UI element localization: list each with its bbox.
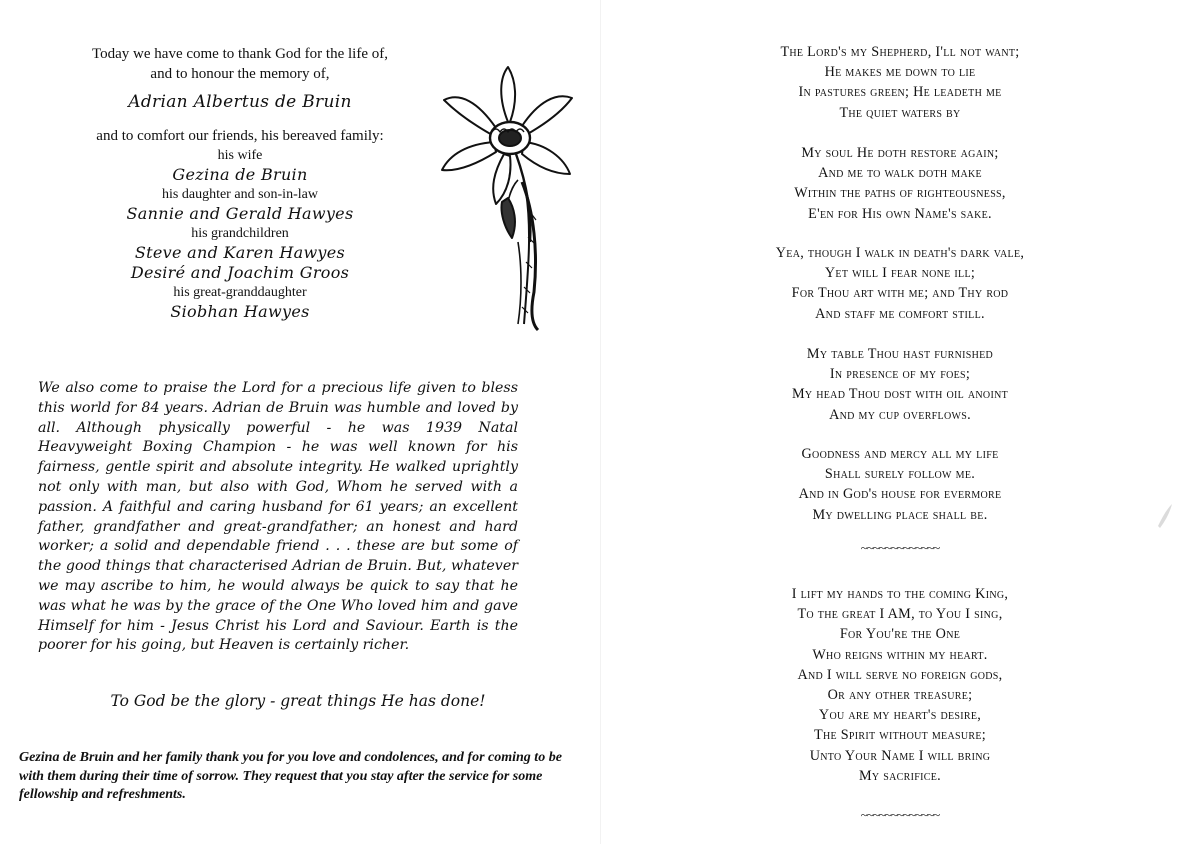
relation-wife: his wife xyxy=(217,148,263,163)
relation-great-granddaughter: his great-granddaughter xyxy=(173,285,307,300)
psalm-verse-1 xyxy=(600,42,1200,123)
hymn-line: To the great I AM, to You I sing, xyxy=(797,606,1003,623)
family-grandchildren-2: Desiré and Joachim Groos xyxy=(130,263,350,282)
thanks-note: Gezina de Bruin and her family thank you for you love and condolences, and for coming to be with them during their time of sorrow. They request that you stay after the service for some fellowship and refreshments. xyxy=(19,750,562,802)
hymn-verse xyxy=(600,584,1200,786)
right-page xyxy=(600,0,1200,844)
verse-line: E'en for His own Name's sake. xyxy=(808,205,992,222)
separator-1: ~~~~~~~~~~~~~ xyxy=(860,540,940,555)
separator-2: ~~~~~~~~~~~~~ xyxy=(860,807,940,822)
hymn-line: And I will serve no foreign gods, xyxy=(797,666,1003,683)
verse-line: Shall surely follow me. xyxy=(824,466,976,483)
verse-line: The quiet waters by xyxy=(839,104,961,121)
intro-block xyxy=(40,44,440,322)
verse-line: He makes me down to lie xyxy=(824,64,976,81)
glory-line: To God be the glory - great things He has done! xyxy=(110,692,486,710)
verse-line: Within the paths of righteousness, xyxy=(794,185,1006,202)
verse-line: My head Thou dost with oil anoint xyxy=(791,386,1009,403)
verse-line: In presence of my foes; xyxy=(829,366,971,383)
hymn-line: Or any other treasure; xyxy=(827,687,973,704)
psalm-verse-5 xyxy=(600,444,1200,525)
verse-line: Goodness and mercy all my life xyxy=(801,446,999,462)
verse-line: The Lord's my Shepherd, I'll not want; xyxy=(780,44,1020,60)
relation-grandchildren: his grandchildren xyxy=(191,226,289,241)
family-great-granddaughter: Siobhan Hawyes xyxy=(170,302,310,321)
verse-line: My soul He doth restore again; xyxy=(801,145,999,161)
paper-mark xyxy=(1154,500,1176,530)
verse-line: And staff me comfort still. xyxy=(815,305,985,322)
hymn-line: You are my heart's desire, xyxy=(818,707,982,724)
verse-line: And my cup overflows. xyxy=(829,406,971,423)
hymn-line: The Spirit without measure; xyxy=(813,727,986,744)
family-grandchildren-1: Steve and Karen Hawyes xyxy=(134,243,346,262)
psalm-verse-4 xyxy=(600,344,1200,425)
tribute-paragraph: We also come to praise the Lord for a precious life given to bless this world for 84 years. Adrian de Bruin was humble and loved by all. Although physically powerful - he was 1939 Natal Heavyweight Boxing Champion - he was well known for his fairness, gentle spirit and absolute integrity. He walked uprightly not only with man, but also with God, Whom he served with a passion. A faithful and caring husband for 61 years; an excellent father, grandfather and great-grandfather; an honest and hard worker; a solid and dependable friend . . . these are but some of the good things that characterised Adrian de Bruin. But, whatever we may ascribe to him, he would always be quick to say that he was what he was by the grace of the One Who loved him and gave Himself for him - Jesus Christ his Lord and Saviour. Earth is the poorer for his going, but Heaven is certainly richer. xyxy=(38,380,518,654)
verse-line: My dwelling place shall be. xyxy=(812,506,988,523)
hymn-line: Unto Your Name I will bring xyxy=(809,747,991,764)
daffodil-illustration xyxy=(438,62,578,332)
verse-line: Yet will I fear none ill; xyxy=(824,265,976,282)
intro-line-2: and to honour the memory of, xyxy=(150,66,330,82)
verse-line: Yea, though I walk in death's dark vale, xyxy=(775,245,1025,261)
verse-line: In pastures green; He leadeth me xyxy=(798,84,1002,101)
hymn-line: Who reigns within my heart. xyxy=(812,646,988,663)
psalm-verse-3 xyxy=(600,243,1200,324)
verse-line: And in God's house for evermore xyxy=(798,486,1002,503)
verse-line: And me to walk doth make xyxy=(818,165,982,182)
family-wife: Gezina de Bruin xyxy=(172,165,308,184)
deceased-name: Adrian Albertus de Bruin xyxy=(128,92,352,112)
family-daughter: Sannie and Gerald Hawyes xyxy=(126,204,354,223)
relation-daughter: his daughter and son-in-law xyxy=(162,187,318,202)
verse-line: My table Thou hast furnished xyxy=(806,346,994,362)
intro-line-1: Today we have come to thank God for the life of, xyxy=(92,46,388,62)
hymn-line: For You're the One xyxy=(839,626,961,643)
hymn-line: I lift my hands to the coming King, xyxy=(791,586,1009,602)
verse-line: For Thou art with me; and Thy rod xyxy=(791,285,1009,302)
intro-line-3: and to comfort our friends, his bereaved family: xyxy=(96,128,384,144)
psalm-verse-2 xyxy=(600,143,1200,224)
hymn-line: My sacrifice. xyxy=(859,767,941,784)
